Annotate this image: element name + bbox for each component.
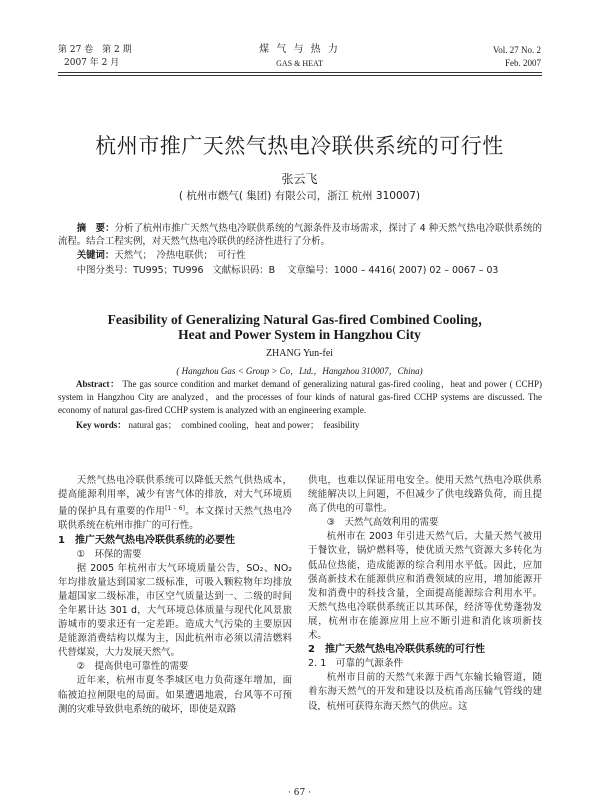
abstract-en-text: The gas source condition and market demand of generalizing natural gas-fired cooling，heat and power ( CCHP) system in Hangzhou City are analyzed，and the processes of four kinds of natural gas-fired CCHP systems are discussed. The economy of natural gas-fired CCHP system is analyzed with an engineering example. <box>58 379 542 416</box>
keywords-en-label: Key words： <box>76 419 127 430</box>
affiliation-cn: ( 杭州市燃气( 集团) 有限公司，浙江 杭州 310007) <box>178 190 421 202</box>
paragraph-environment: 据 2005 年杭州市大气环境质量公告，SO₂、NO₂ 年均排放量达到国家二级标准，可吸入颗粒物年均排放量超国家二级标准，市区空气质量达到一、二级的时间全年累计达 301 d，大气环境总体质量与现代化风景旅游城市的要求还有一定差距。造成大气污染的主要原因是能源消费结构以煤为主，因此杭州市必须以清洁燃料代替煤炭，大力发展天然气。 <box>58 562 292 659</box>
body-left-column <box>58 474 292 717</box>
subsection-1-1: ① 环保的需要 <box>76 548 142 560</box>
section-1-heading: 1 推广天然气热电冷联供系统的必要性 <box>58 534 235 546</box>
abstract-cn-text: 分析了杭州市推广天然气热电冷联供系统的气源条件及市场需求，探讨了 4 种天然气热电冷联供系统的流程。结合工程实例，对天然气热电冷联供的经济性进行了分析。 <box>58 223 542 248</box>
clc-value: TU995；TU996 <box>133 264 204 276</box>
header-journal-cn: 煤 气 与 热 力 <box>259 44 340 55</box>
paper-title-en-line2: Heat and Power System in Hangzhou City <box>178 327 421 342</box>
paper-title-cn: 杭州市推广天然气热电冷联供系统的可行性 <box>95 134 504 158</box>
paragraph-efficiency: 杭州市在 2003 年引进天然气后，大量天然气被用于餐饮业，锅炉燃料等，使优质天然气资源大多转化为低品位热能，造成能源的综合利用水平低。因此，应加强高新技术在能源供应和消费领域的应用，增加能源开发和消费中的科技含量，全面提高能源综合利用水平。天然气热电冷联供系统正以其环保，经济等优势蓬勃发展，杭州市在能源应用上应不断引进和消化该项新技术。 <box>308 531 542 642</box>
section-2-heading: 2 推广天然气热电冷联供系统的可行性 <box>308 644 485 656</box>
paragraph-gas-source: 杭州市目前的天然气来源于西气东输长输管道，随着东海天然气的开发和建设以及杭甬高压输气管线的建设，杭州可获得东海天然气的供应。这 <box>308 672 542 712</box>
section-2-1-heading: 2. 1 可靠的气源条件 <box>308 658 404 670</box>
author-en: ZHANG Yun-fei <box>265 348 334 359</box>
abstract-en <box>58 378 542 432</box>
page-number: · 67 · <box>288 788 311 798</box>
doc-code-value: B <box>268 264 276 276</box>
body-right-column <box>308 474 542 714</box>
header-journal-en: GAS & HEAT <box>276 59 323 68</box>
paper-title-en-line1: Feasibility of Generalizing Natural Gas-fired Combined Cooling， <box>107 312 492 327</box>
affiliation-en: ( Hangzhou Gas < Group > Co，Ltd.，Hangzhou 310007，China) <box>176 366 423 376</box>
header-volume-cn: 第 27 卷 第 2 期 <box>58 45 132 55</box>
header-date-en: Feb. 2007 <box>505 58 541 68</box>
keywords-cn-label: 关键词： <box>76 250 115 262</box>
header-date-cn: 2007 年 2 月 <box>64 58 120 68</box>
subsection-1-2: ② 提高供电可靠性的需要 <box>76 661 189 673</box>
header-rule-top <box>58 72 542 73</box>
intro-text: 天然气热电冷联供系统可以降低天然气供热成本，提高能源利用率，减少有害气体的排放，对大气环境质量的保护具有重要的作用 <box>58 475 292 518</box>
author-cn: 张云飞 <box>281 172 318 186</box>
subsection-1-3: ③ 天然气高效利用的需要 <box>326 517 439 529</box>
article-no-label: 文章编号： <box>286 264 334 276</box>
abstract-cn-label: 摘 要： <box>76 223 115 234</box>
abstract-en-label: Abstract： <box>76 379 120 389</box>
paragraph-reliability: 近年来，杭州市夏冬季城区电力负荷逐年增加，面临被迫拉闸限电的局面。如果遭遇地震，台风等不可预测的灾难导致供电系统的破坏，即使是双路 <box>58 675 292 715</box>
doc-code-label: 文献标识码： <box>212 264 269 276</box>
intro-citation: [1 – 6] <box>165 505 185 513</box>
header-rule-bottom <box>58 75 542 76</box>
keywords-cn: 天然气； 冷热电联供； 可行性 <box>114 250 246 262</box>
article-no-value: 1000 – 4416( 2007) 02 – 0067 – 03 <box>333 264 499 276</box>
intro-text-end: 。本文探讨天然气热电冷联供系统在杭州市推广的可行性。 <box>58 506 292 532</box>
clc-label: 中图分类号： <box>76 264 134 276</box>
header-volume-en: Vol. 27 No. 2 <box>492 45 541 55</box>
keywords-en: natural gas； combined cooling，heat and power； feasibility <box>128 419 360 430</box>
abstract-cn <box>58 222 542 277</box>
paragraph-reliability-cont: 供电，也难以保证用电安全。使用天然气热电冷联供系统能解决以上问题，不但减少了供电线路负荷，而且提高了供电的可靠性。 <box>308 475 542 515</box>
